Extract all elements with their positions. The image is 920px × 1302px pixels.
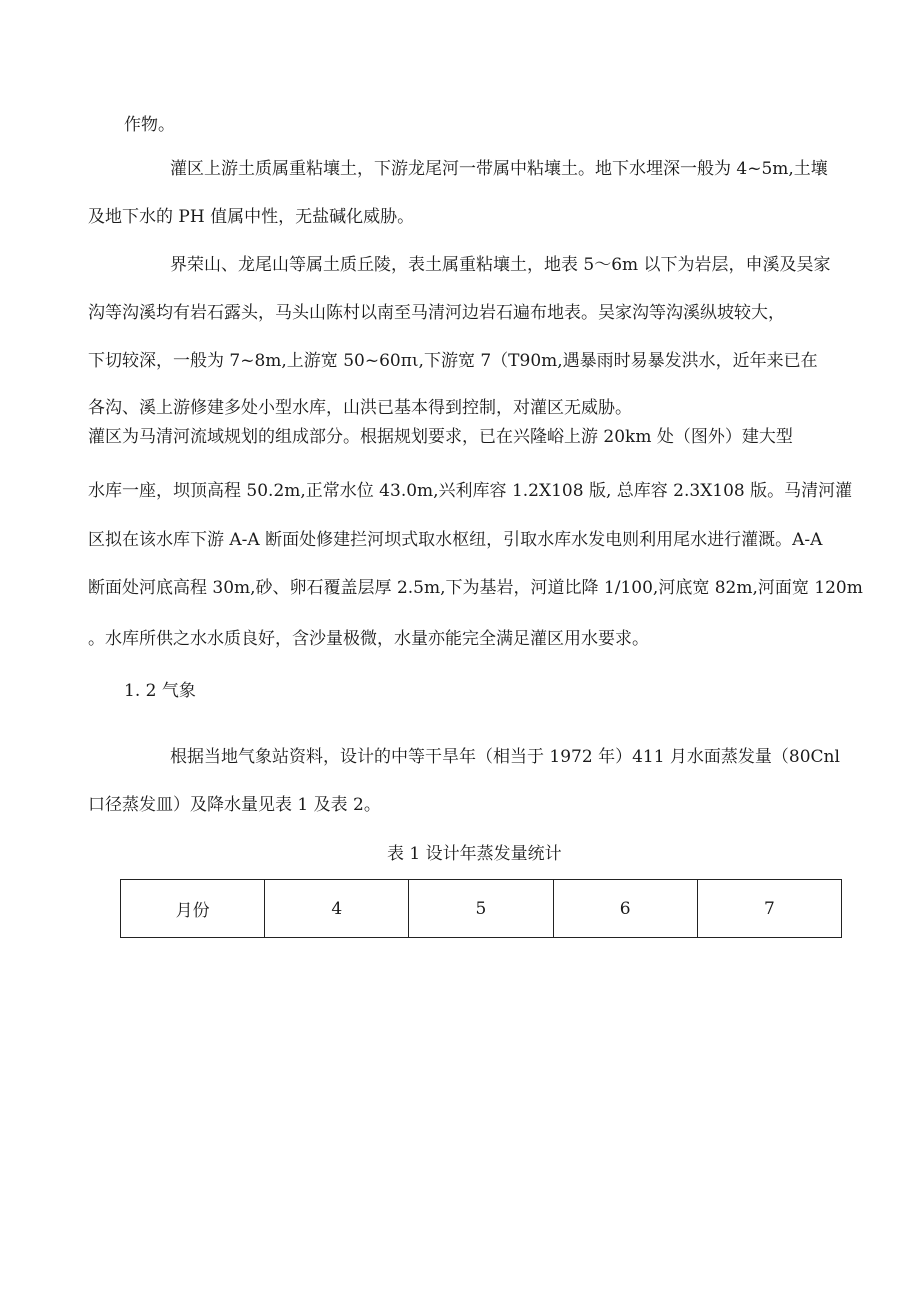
text-line: 下切较深，一般为 7~8m,上游宽 50~60πι,下游宽 7（T90m,遇暴雨时易暴发洪水，近年来已在 [88, 351, 818, 371]
text-line: 各沟、溪上游修建多处小型水库，山洪已基本得到控制，对灌区无威胁。 [88, 398, 632, 418]
text-line: 根据当地气象站资料，设计的中等干旱年（相当于 1972 年）411 月水面蒸发量（80Cnl [170, 747, 840, 767]
table-cell: 5 [409, 880, 553, 938]
table-row [121, 880, 842, 938]
text-line: 沟等沟溪均有岩石露头，马头山陈村以南至马清河边岩石遍布地表。吴家沟等沟溪纵坡较大， [88, 303, 785, 323]
text-line: 。水库所供之水水质良好，含沙量极微，水量亦能完全满足灌区用水要求。 [88, 629, 649, 649]
text-line: 灌区上游土质属重粘壤土，下游龙尾河一带属中粘壤土。地下水埋深一般为 4~5m,土壤 [170, 159, 828, 179]
table-cell: 4 [265, 880, 409, 938]
section-heading: 1. 2 气象 [124, 681, 196, 701]
text-line: 水库一座，坝顶高程 50.2m,正常水位 43.0m,兴利库容 1.2X108 版, 总库容 2.3X108 版。马清河灌 [88, 481, 853, 501]
text-line: 作物。 [124, 115, 175, 135]
text-line: 界荣山、龙尾山等属土质丘陵，表土属重粘壤土，地表 5～6m 以下为岩层，申溪及吴家 [170, 255, 831, 275]
text-line: 及地下水的 PH 值属中性，无盐碱化威胁。 [88, 207, 415, 227]
text-line: 口径蒸发皿）及降水量见表 1 及表 2。 [88, 795, 381, 815]
evaporation-table [120, 879, 842, 938]
table-cell: 6 [553, 880, 697, 938]
text-line: 区拟在该水库下游 A-A 断面处修建拦河坝式取水枢纽，引取水库水发电则利用尾水进行灌溉。A-A [88, 530, 823, 550]
table-cell-month-label: 月份 [121, 880, 265, 938]
text-line: 灌区为马清河流域规划的组成部分。根据规划要求，已在兴隆峪上游 20km 处（图外）建大型 [88, 427, 793, 447]
table-cell: 7 [697, 880, 841, 938]
table-caption: 表 1 设计年蒸发量统计 [387, 844, 562, 864]
text-line: 断面处河底高程 30m,砂、卵石覆盖层厚 2.5m,下为基岩，河道比降 1/100,河底宽 82m,河面宽 120m [88, 578, 863, 598]
